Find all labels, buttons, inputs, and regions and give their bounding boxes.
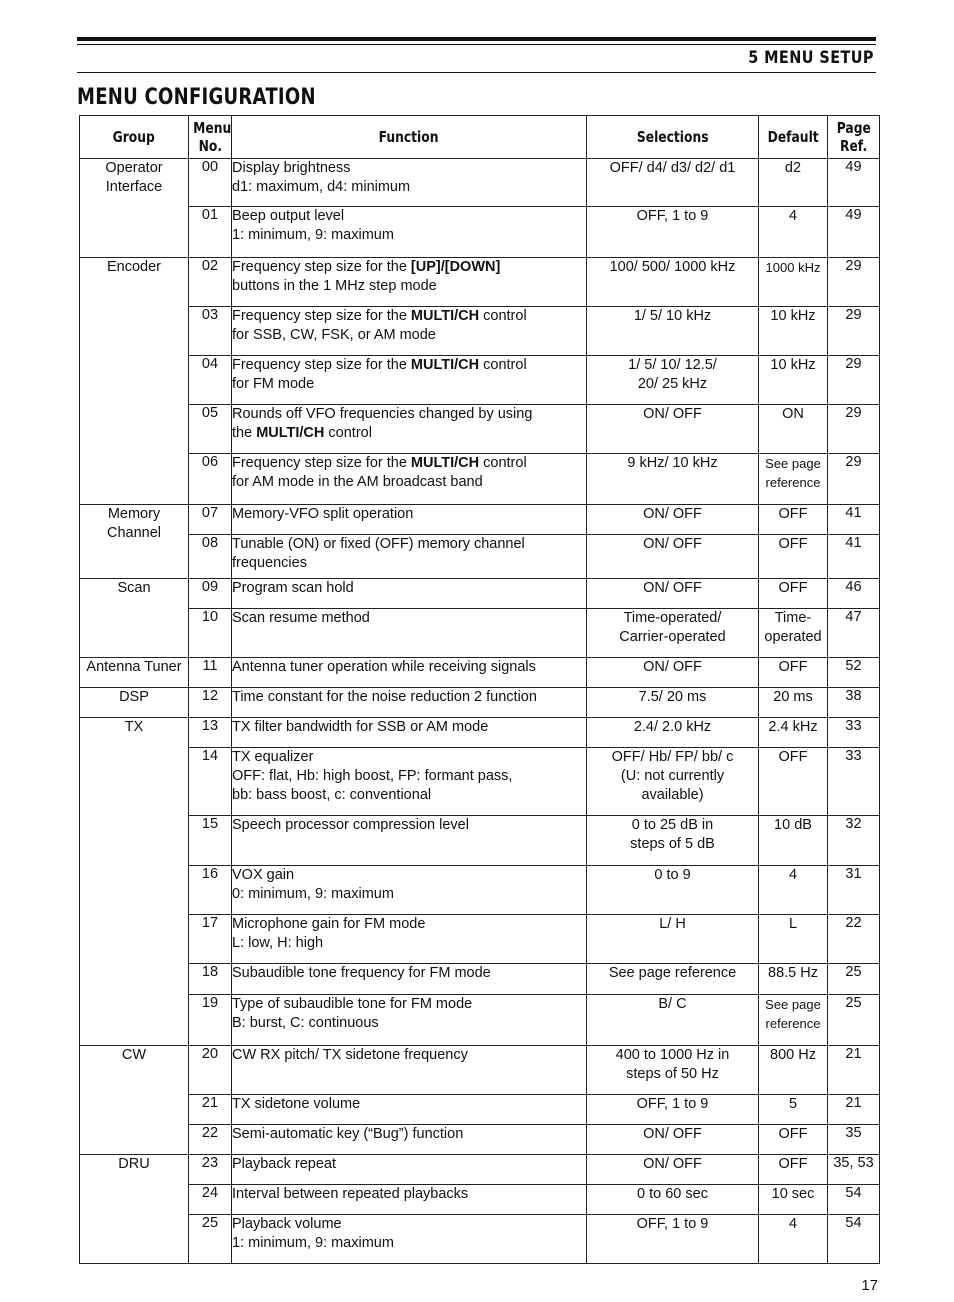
selections-cell: 1/ 5/ 10 kHz [587, 307, 759, 356]
group-cell [80, 505, 189, 579]
cell-line: Antenna tuner operation while receiving signals [232, 659, 536, 675]
section-title: MENU CONFIGURATION [77, 85, 316, 110]
page-ref-cell: 25 [828, 964, 880, 995]
default-cell: 2.4 kHz [759, 718, 828, 748]
selections-cell: 2.4/ 2.0 kHz [587, 718, 759, 748]
default-cell: L [759, 915, 828, 964]
group-name: Memory Channel [106, 506, 161, 541]
group-name: Antenna Tuner [86, 659, 182, 675]
table-row [80, 718, 880, 748]
function-cell [232, 609, 587, 658]
cell-line: reference [765, 475, 821, 490]
cell-line: TX equalizer [232, 749, 314, 765]
default-cell: 88.5 Hz [759, 964, 828, 995]
cell-line: Microphone gain for FM mode [232, 916, 426, 932]
cell-line: Scan resume method [232, 610, 370, 626]
header-menu-no: Menu No. [189, 116, 232, 159]
table-row [80, 816, 880, 866]
cell-line: Carrier-operated [619, 629, 726, 645]
control-name: MULTI/CH [410, 357, 480, 373]
table-row [80, 159, 880, 207]
cell-line: Time- [774, 610, 812, 626]
table-row [80, 609, 880, 658]
group-name: CW [121, 1047, 147, 1063]
default-cell: 10 sec [759, 1185, 828, 1215]
page-ref-cell: 35, 53 [828, 1155, 880, 1185]
control-name: MULTI/CH [256, 425, 325, 441]
selections-cell [587, 356, 759, 405]
table-body [80, 159, 880, 1264]
default-cell: OFF [759, 1125, 828, 1155]
cell-line: Subaudible tone frequency for FM mode [232, 965, 491, 981]
group-cell [80, 579, 189, 658]
table-row [80, 866, 880, 915]
default-cell: 20 ms [759, 688, 828, 718]
menu-number: 07 [189, 505, 232, 535]
page-ref-cell: 38 [828, 688, 880, 718]
menu-number: 03 [189, 307, 232, 356]
function-cell [232, 1046, 587, 1095]
cell-line: TX filter bandwidth for SSB or AM mode [232, 719, 489, 735]
default-cell: 4 [759, 866, 828, 915]
page-ref-cell: 29 [828, 307, 880, 356]
cell-line: See page [765, 456, 821, 471]
default-cell [759, 609, 828, 658]
menu-number: 11 [189, 658, 232, 688]
menu-number: 18 [189, 964, 232, 995]
default-cell: 10 kHz [759, 307, 828, 356]
cell-line: steps of 50 Hz [626, 1066, 719, 1082]
control-name: MULTI/CH [410, 455, 480, 471]
table-row [80, 1046, 880, 1095]
table-row [80, 1125, 880, 1155]
function-cell [232, 207, 587, 258]
page-ref-cell: 33 [828, 748, 880, 816]
selections-cell: OFF, 1 to 9 [587, 1215, 759, 1264]
function-cell [232, 1095, 587, 1125]
menu-number: 14 [189, 748, 232, 816]
chapter-heading: 5 MENU SETUP [748, 48, 874, 68]
cell-line: steps of 5 dB [630, 836, 715, 852]
menu-configuration-table [79, 115, 880, 1264]
selections-cell: OFF, 1 to 9 [587, 1095, 759, 1125]
table-row [80, 1185, 880, 1215]
function-text: buttons in the 1 MHz step mode [232, 278, 437, 294]
default-cell: 4 [759, 207, 828, 258]
table-row [80, 995, 880, 1046]
default-cell: OFF [759, 505, 828, 535]
cell-line: 1: minimum, 9: maximum [232, 227, 394, 243]
table-row [80, 964, 880, 995]
table-row [80, 579, 880, 609]
table-header-row [80, 116, 880, 159]
cell-line: Semi-automatic key (“Bug”) function [232, 1126, 464, 1142]
menu-number: 01 [189, 207, 232, 258]
default-cell: 10 kHz [759, 356, 828, 405]
cell-line: TX sidetone volume [232, 1096, 361, 1112]
menu-number: 20 [189, 1046, 232, 1095]
cell-line: OFF/ Hb/ FP/ bb/ c [611, 749, 734, 765]
default-cell: 5 [759, 1095, 828, 1125]
header-page-ref: Page Ref. [828, 116, 880, 159]
table-row [80, 1155, 880, 1185]
menu-number: 21 [189, 1095, 232, 1125]
default-cell: 4 [759, 1215, 828, 1264]
page-ref-cell: 35 [828, 1125, 880, 1155]
function-text: for AM mode in the AM broadcast band [232, 474, 483, 490]
function-cell [232, 995, 587, 1046]
page-ref-cell: 33 [828, 718, 880, 748]
selections-cell: 100/ 500/ 1000 kHz [587, 258, 759, 307]
table-row [80, 356, 880, 405]
control-name: MULTI/CH [410, 308, 480, 324]
group-cell [80, 258, 189, 505]
selections-cell: 0 to 60 sec [587, 1185, 759, 1215]
cell-line: Display brightness [232, 160, 351, 176]
cell-line: Beep output level [232, 208, 345, 224]
menu-number: 08 [189, 535, 232, 579]
menu-number: 22 [189, 1125, 232, 1155]
page-ref-cell: 54 [828, 1215, 880, 1264]
table-row [80, 207, 880, 258]
table-row [80, 748, 880, 816]
page-ref-cell: 31 [828, 866, 880, 915]
function-cell [232, 356, 587, 405]
default-cell: d2 [759, 159, 828, 207]
cell-line: B: burst, C: continuous [232, 1015, 379, 1031]
menu-number: 00 [189, 159, 232, 207]
cell-line: (U: not currently [620, 768, 725, 784]
default-cell: OFF [759, 579, 828, 609]
function-cell [232, 1215, 587, 1264]
function-cell [232, 405, 587, 454]
group-cell [80, 688, 189, 718]
menu-number: 15 [189, 816, 232, 866]
selections-cell: 7.5/ 20 ms [587, 688, 759, 718]
header-group: Group [80, 116, 189, 159]
function-text: for SSB, CW, FSK, or AM mode [232, 327, 436, 343]
function-cell [232, 816, 587, 866]
page-ref-cell: 22 [828, 915, 880, 964]
selections-cell [587, 748, 759, 816]
table-row [80, 258, 880, 307]
cell-line: 0 to 25 dB in [631, 817, 714, 833]
selections-cell: OFF, 1 to 9 [587, 207, 759, 258]
cell-line: bb: bass boost, c: conventional [232, 787, 432, 803]
function-text: Rounds off VFO frequencies changed by using [232, 406, 533, 422]
menu-number: 25 [189, 1215, 232, 1264]
page-ref-cell: 25 [828, 995, 880, 1046]
function-cell [232, 307, 587, 356]
cell-line: 400 to 1000 Hz in [615, 1047, 730, 1063]
function-cell [232, 718, 587, 748]
selections-cell: ON/ OFF [587, 579, 759, 609]
group-cell [80, 1046, 189, 1155]
cell-line: 20/ 25 kHz [637, 376, 708, 392]
table-row [80, 454, 880, 505]
cell-line: Program scan hold [232, 580, 354, 596]
page-ref-cell: 54 [828, 1185, 880, 1215]
page-ref-cell: 49 [828, 207, 880, 258]
page-ref-cell: 41 [828, 505, 880, 535]
group-name: Operator Interface [105, 160, 163, 195]
page-ref-cell: 21 [828, 1095, 880, 1125]
function-cell [232, 1155, 587, 1185]
cell-line: Time-operated/ [623, 610, 722, 626]
menu-number: 02 [189, 258, 232, 307]
menu-number: 05 [189, 405, 232, 454]
menu-number: 09 [189, 579, 232, 609]
function-cell [232, 748, 587, 816]
cell-line: Tunable (ON) or fixed (OFF) memory channel [232, 536, 525, 552]
menu-number: 16 [189, 866, 232, 915]
function-text: Frequency step size for the [232, 259, 411, 275]
page-ref-cell: 29 [828, 454, 880, 505]
default-cell: ON [759, 405, 828, 454]
table-row [80, 1095, 880, 1125]
table-row [80, 307, 880, 356]
selections-cell: See page reference [587, 964, 759, 995]
cell-line: Interval between repeated playbacks [232, 1186, 469, 1202]
default-cell: OFF [759, 748, 828, 816]
page-number: 17 [861, 1277, 878, 1294]
selections-cell: OFF/ d4/ d3/ d2/ d1 [587, 159, 759, 207]
cell-line: 1: minimum, 9: maximum [232, 1235, 394, 1251]
table-row [80, 1215, 880, 1264]
function-text: Frequency step size for the [232, 455, 411, 471]
table-row [80, 915, 880, 964]
cell-line: L: low, H: high [232, 935, 324, 951]
cell-line: Speech processor compression level [232, 817, 469, 833]
group-name: Scan [117, 580, 151, 596]
menu-number: 23 [189, 1155, 232, 1185]
table-row [80, 688, 880, 718]
cell-line: d1: maximum, d4: minimum [232, 179, 411, 195]
selections-cell: ON/ OFF [587, 505, 759, 535]
selections-cell [587, 816, 759, 866]
menu-number: 24 [189, 1185, 232, 1215]
function-cell [232, 579, 587, 609]
group-name: TX [124, 719, 144, 735]
group-cell [80, 1155, 189, 1264]
selections-cell: ON/ OFF [587, 658, 759, 688]
function-cell [232, 454, 587, 505]
cell-line: 1/ 5/ 10/ 12.5/ [628, 357, 717, 373]
cell-line: OFF: flat, Hb: high boost, FP: formant pass, [232, 768, 513, 784]
cell-line: 0: minimum, 9: maximum [232, 886, 394, 902]
function-cell [232, 535, 587, 579]
table-row [80, 505, 880, 535]
page-ref-cell: 32 [828, 816, 880, 866]
group-name: DSP [119, 689, 149, 705]
table-row [80, 535, 880, 579]
menu-number: 19 [189, 995, 232, 1046]
default-cell [759, 995, 828, 1046]
function-cell [232, 688, 587, 718]
page-ref-cell: 21 [828, 1046, 880, 1095]
group-cell [80, 159, 189, 258]
selections-cell: B/ C [587, 995, 759, 1046]
default-cell: OFF [759, 1155, 828, 1185]
page-ref-cell: 29 [828, 258, 880, 307]
function-cell [232, 915, 587, 964]
function-cell [232, 1125, 587, 1155]
page-ref-cell: 49 [828, 159, 880, 207]
default-cell [759, 454, 828, 505]
header-function: Function [232, 116, 587, 159]
default-cell: 1000 kHz [759, 258, 828, 307]
cell-line: See page [765, 997, 821, 1012]
page-ref-cell: 46 [828, 579, 880, 609]
cell-line: frequencies [232, 555, 307, 571]
function-cell [232, 658, 587, 688]
function-text: the [232, 425, 257, 441]
selections-cell: ON/ OFF [587, 1155, 759, 1185]
function-cell [232, 505, 587, 535]
menu-number: 13 [189, 718, 232, 748]
cell-line: operated [764, 629, 822, 645]
menu-number: 17 [189, 915, 232, 964]
cell-line: Time constant for the noise reduction 2 function [232, 689, 537, 705]
page-ref-cell: 29 [828, 356, 880, 405]
default-cell: 10 dB [759, 816, 828, 866]
control-name: [UP]/[DOWN] [410, 259, 501, 275]
selections-cell: L/ H [587, 915, 759, 964]
function-text: Frequency step size for the [232, 308, 411, 324]
selections-cell: 0 to 9 [587, 866, 759, 915]
selections-cell: ON/ OFF [587, 1125, 759, 1155]
menu-number: 10 [189, 609, 232, 658]
header-selections: Selections [587, 116, 759, 159]
cell-line: Playback repeat [232, 1156, 336, 1172]
header-default: Default [759, 116, 828, 159]
menu-number: 06 [189, 454, 232, 505]
table-row [80, 405, 880, 454]
page-ref-cell: 52 [828, 658, 880, 688]
function-cell [232, 258, 587, 307]
cell-line: reference [765, 1016, 821, 1031]
header-rule-thick [77, 37, 876, 41]
function-cell [232, 866, 587, 915]
selections-cell: ON/ OFF [587, 535, 759, 579]
cell-line: available) [641, 787, 704, 803]
default-cell: 800 Hz [759, 1046, 828, 1095]
function-cell [232, 1185, 587, 1215]
function-text: control [479, 357, 527, 373]
selections-cell [587, 1046, 759, 1095]
group-name: DRU [118, 1156, 150, 1172]
function-text: Frequency step size for the [232, 357, 411, 373]
cell-line: CW RX pitch/ TX sidetone frequency [232, 1047, 468, 1063]
cell-line: VOX gain [232, 867, 295, 883]
menu-number: 12 [189, 688, 232, 718]
chapter-underline [77, 72, 876, 73]
default-cell: OFF [759, 535, 828, 579]
table-row [80, 658, 880, 688]
function-text: for FM mode [232, 376, 315, 392]
group-cell [80, 718, 189, 1046]
cell-line: Playback volume [232, 1216, 342, 1232]
cell-line: Memory-VFO split operation [232, 506, 414, 522]
group-name: Encoder [106, 259, 161, 275]
selections-cell: 9 kHz/ 10 kHz [587, 454, 759, 505]
group-cell [80, 658, 189, 688]
function-cell [232, 159, 587, 207]
selections-cell: ON/ OFF [587, 405, 759, 454]
page-ref-cell: 29 [828, 405, 880, 454]
cell-line: Type of subaudible tone for FM mode [232, 996, 473, 1012]
page-ref-cell: 41 [828, 535, 880, 579]
function-text: control [479, 308, 527, 324]
default-cell: OFF [759, 658, 828, 688]
function-text: control [324, 425, 372, 441]
page-ref-cell: 47 [828, 609, 880, 658]
selections-cell [587, 609, 759, 658]
function-text: control [479, 455, 527, 471]
menu-number: 04 [189, 356, 232, 405]
header-rule-thin [77, 44, 876, 45]
function-cell [232, 964, 587, 995]
